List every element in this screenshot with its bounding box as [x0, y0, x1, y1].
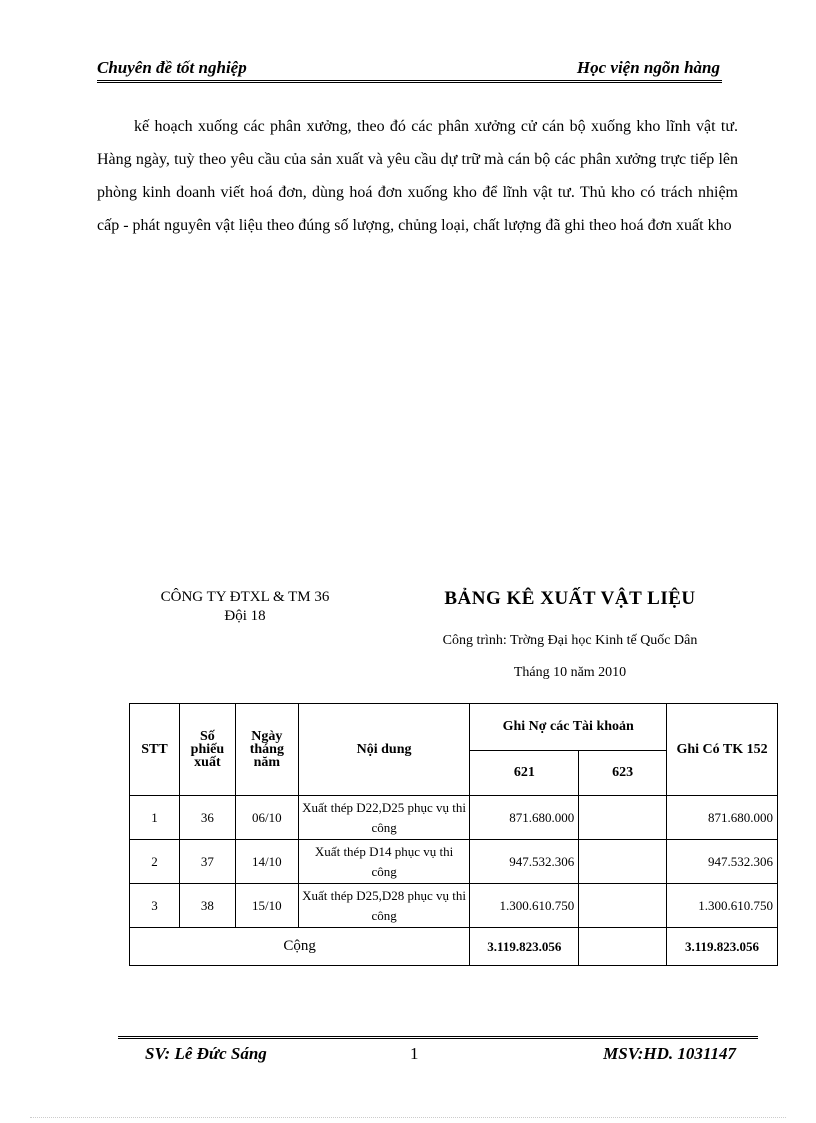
cell-tk623	[579, 796, 667, 840]
total-label: Cộng	[130, 928, 470, 966]
cell-tk621: 871.680.000	[470, 796, 579, 840]
footer-student-id: MSV:HD. 1031147	[603, 1044, 736, 1063]
table-row	[130, 840, 778, 884]
material-issue-table	[129, 703, 778, 966]
cell-tk621: 1.300.610.750	[470, 884, 579, 928]
cell-so: 38	[179, 884, 235, 928]
body-paragraph: kế hoạch xuống các phân xưởng, theo đó các phân xưởng cử cán bộ xuống kho lĩnh vật tư. Hàng ngày, tuỳ theo yêu cầu của sản xuất và yêu cầu dự trữ mà cán bộ các phân xưởng trực tiếp lên phòng kinh doanh viết hoá đơn, dùng hoá đơn xuống kho để lĩnh vật tư. Thủ kho có trách nhiệm cấp - phát nguyên vật liệu theo đúng số lượng, chủng loại, chất lượng đã ghi theo hoá đơn xuất kho	[97, 118, 738, 234]
cell-stt: 1	[130, 796, 180, 840]
cell-stt: 3	[130, 884, 180, 928]
cell-stt: 2	[130, 840, 180, 884]
footer-page-number: 1	[410, 1044, 419, 1063]
cell-noi-dung: Xuất thép D25,D28 phục vụ thi công	[298, 884, 470, 928]
header-left-title: Chuyên đề tốt nghiệp	[97, 58, 247, 77]
company-block	[120, 588, 370, 626]
header-right-title: Học viện ngõn hàng	[576, 58, 720, 77]
cell-co: 1.300.610.750	[667, 884, 778, 928]
company-unit: Đội 18	[224, 608, 266, 624]
cell-tk623	[579, 884, 667, 928]
total-co: 3.119.823.056	[667, 928, 778, 966]
page-edge	[30, 1117, 786, 1118]
header-divider	[97, 80, 722, 83]
total-tk621: 3.119.823.056	[470, 928, 579, 966]
header-stt: STT	[130, 704, 180, 796]
period-label: Tháng 10 năm 2010	[513, 665, 627, 680]
cell-co: 871.680.000	[667, 796, 778, 840]
cell-ngay: 14/10	[235, 840, 298, 884]
cell-so: 37	[179, 840, 235, 884]
header-ngay: Ngày tháng năm	[235, 704, 298, 796]
header-ghi-no: Ghi Nợ các Tài khoản	[470, 704, 667, 751]
table-row	[130, 884, 778, 928]
cell-tk623	[579, 840, 667, 884]
company-name: CÔNG TY ĐTXL & TM 36	[160, 589, 330, 605]
header-tk623: 623	[579, 751, 667, 796]
total-tk623	[579, 928, 667, 966]
cell-noi-dung: Xuất thép D22,D25 phục vụ thi công	[298, 796, 470, 840]
header-so-phieu: Số phiếu xuất	[179, 704, 235, 796]
cell-so: 36	[179, 796, 235, 840]
header-tk621: 621	[470, 751, 579, 796]
total-row	[130, 928, 778, 966]
cell-co: 947.532.306	[667, 840, 778, 884]
footer-student: SV: Lê Đức Sáng	[145, 1044, 267, 1063]
project-subtitle: Công trình: Trờng Đại học Kinh tế Quốc Dân	[442, 633, 698, 648]
cell-noi-dung: Xuất thép D14 phục vụ thi công	[298, 840, 470, 884]
header-noi-dung: Nội dung	[298, 704, 470, 796]
header-ghi-co: Ghi Có TK 152	[667, 704, 778, 796]
cell-ngay: 06/10	[235, 796, 298, 840]
table-row	[130, 796, 778, 840]
footer-divider	[118, 1036, 758, 1039]
document-title: BẢNG KÊ XUẤT VẬT LIỆU	[444, 588, 696, 609]
cell-ngay: 15/10	[235, 884, 298, 928]
cell-tk621: 947.532.306	[470, 840, 579, 884]
